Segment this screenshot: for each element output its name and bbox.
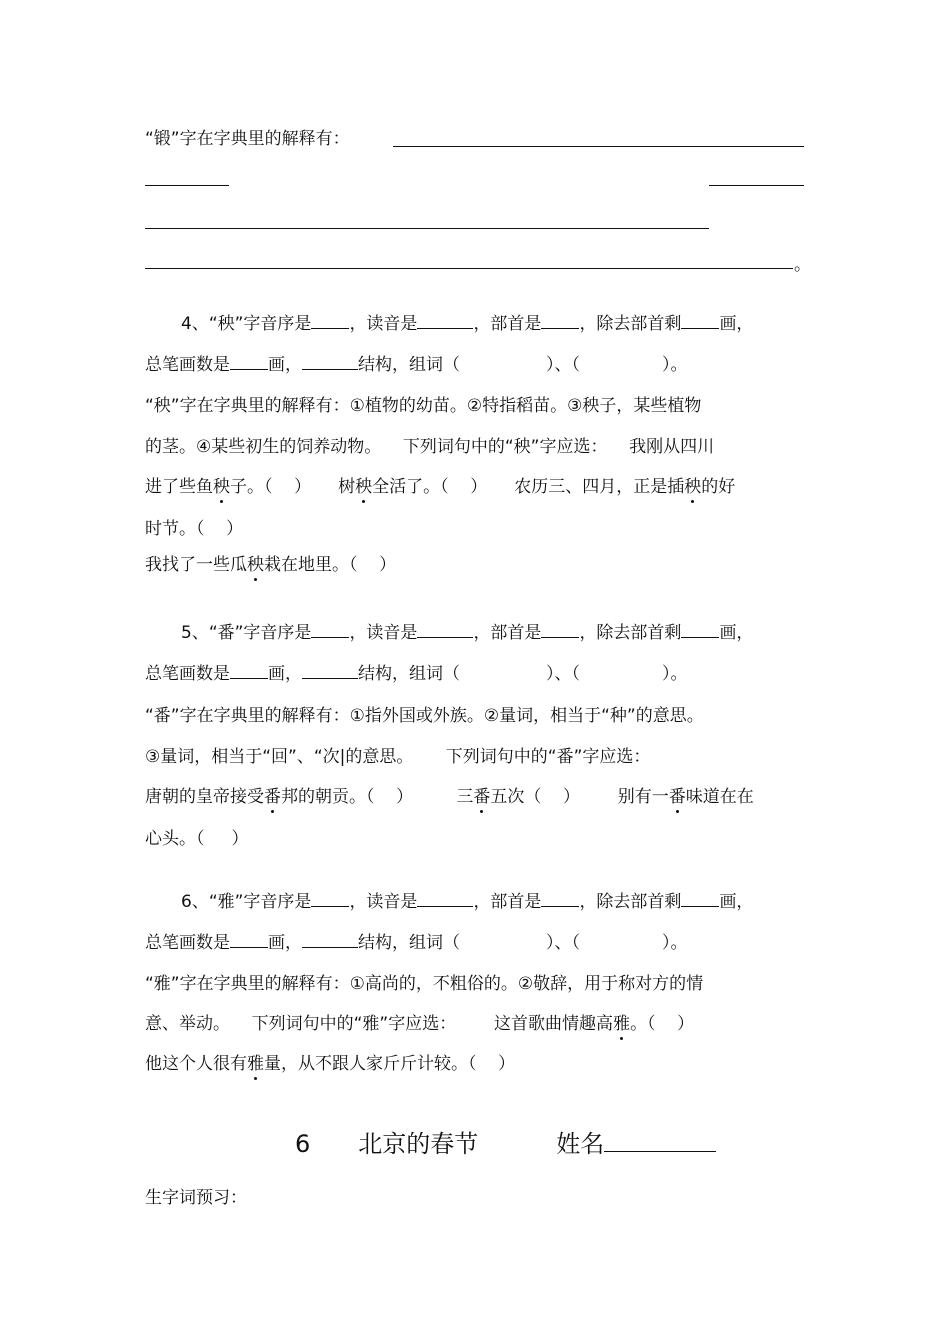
blank-field[interactable] bbox=[230, 931, 268, 948]
blank-field[interactable] bbox=[302, 931, 358, 948]
lesson-number: 6 bbox=[295, 1130, 311, 1158]
dotted-char: 雅 bbox=[247, 1054, 264, 1074]
blank-field[interactable] bbox=[681, 312, 719, 329]
blank-field[interactable] bbox=[230, 353, 268, 370]
q5-definition: “番”字在字典里的解释有：①指外国或外族。②量词，相当于“种”的意思。 bbox=[145, 706, 704, 726]
dotted-char: 番 bbox=[668, 787, 686, 807]
answer-line[interactable] bbox=[393, 146, 804, 147]
q6-definition: “雅”字在字典里的解释有：①高尚的，不粗俗的。②敬辞，用于称对方的情 bbox=[145, 974, 704, 994]
q6-line-2: 总笔画数是 画， 结构，组词（ ）、（ ）。 bbox=[145, 933, 688, 953]
blank-field[interactable] bbox=[541, 621, 579, 638]
q4-sentence-line: 进了些鱼秧子。（ ） 树秧全活了。（ ） 农历三、四月，正是插秧的好 bbox=[145, 477, 736, 497]
dotted-char: 番 bbox=[473, 787, 491, 807]
q4-line-2: 总笔画数是 画， 结构，组词（ ）、（ ）。 bbox=[145, 355, 688, 375]
q5-sentence-end: 心头。（ ） bbox=[145, 829, 249, 849]
name-field[interactable] bbox=[604, 1129, 716, 1152]
dotted-char: 番 bbox=[264, 787, 281, 807]
blank-field[interactable] bbox=[417, 312, 473, 329]
q5-line-2: 总笔画数是 画， 结构，组词（ ）、（ ）。 bbox=[145, 664, 688, 684]
blank-field[interactable] bbox=[302, 662, 358, 679]
blank-field[interactable] bbox=[311, 621, 349, 638]
blank-field[interactable] bbox=[541, 890, 579, 907]
dotted-char: 秧 bbox=[355, 477, 373, 497]
answer-line[interactable] bbox=[145, 268, 793, 269]
q5-line-1: 5、“番”字音序是 ，读音是 ，部首是 ，除去部首剩 画， bbox=[181, 623, 754, 643]
blank-field[interactable] bbox=[230, 662, 268, 679]
q4-definition: “秧”字在字典里的解释有：①植物的幼苗。②特指稻苗。③秧子，某些植物 bbox=[145, 396, 702, 416]
duan-definition-prompt: “锻”字在字典里的解释有： bbox=[145, 129, 350, 149]
blank-field[interactable] bbox=[681, 621, 719, 638]
q5-instruction: ③量词，相当于“回”、“次|的意思。 下列词句中的“番”字应选： bbox=[145, 747, 651, 767]
blank-field[interactable] bbox=[681, 890, 719, 907]
q6-line-1: 6、“雅”字音序是 ，读音是 ，部首是 ，除去部首剩 画， bbox=[181, 892, 754, 912]
q4-instruction: 的茎。④某些初生的饲养动物。 下列词句中的“秧”字应选： 我刚从四川 bbox=[145, 437, 715, 457]
end-period: 。 bbox=[794, 255, 811, 275]
blank-field[interactable] bbox=[302, 353, 358, 370]
q6-sentence-2: 他这个人很有雅量，从不跟人家斤斤计较。（ ） bbox=[145, 1054, 516, 1074]
dotted-char: 秧 bbox=[684, 477, 702, 497]
dotted-char: 秧 bbox=[213, 477, 230, 497]
dotted-char: 雅 bbox=[613, 1014, 631, 1034]
blank-field[interactable] bbox=[541, 312, 579, 329]
answer-line[interactable] bbox=[145, 185, 229, 186]
lesson-title: 北京的春节 bbox=[358, 1130, 479, 1158]
answer-line[interactable] bbox=[709, 185, 804, 186]
answer-line[interactable] bbox=[145, 228, 709, 229]
q4-sentence-4: 我找了一些瓜秧栽在地里。（ ） bbox=[145, 555, 397, 575]
lesson-heading bbox=[295, 1128, 716, 1160]
q4-line-1: 4、“秧”字音序是 ，读音是 ，部首是 ，除去部首剩 画， bbox=[181, 314, 754, 334]
q6-instruction: 意、举动。 下列词句中的“雅”字应选： 这首歌曲情趣高雅。（ ） bbox=[145, 1014, 695, 1034]
q4-sentence-end: 时节。（ ） bbox=[145, 519, 244, 539]
blank-field[interactable] bbox=[311, 312, 349, 329]
blank-field[interactable] bbox=[311, 890, 349, 907]
blank-field[interactable] bbox=[417, 890, 473, 907]
blank-field[interactable] bbox=[417, 621, 473, 638]
dotted-char: 秧 bbox=[247, 555, 264, 575]
name-label: 姓名 bbox=[556, 1130, 605, 1158]
q5-sentence-line: 唐朝的皇帝接受番邦的朝贡。（ ） 三番五次（ ） 别有一番味道在在 bbox=[145, 787, 754, 807]
preview-label: 生字词预习： bbox=[145, 1188, 247, 1208]
